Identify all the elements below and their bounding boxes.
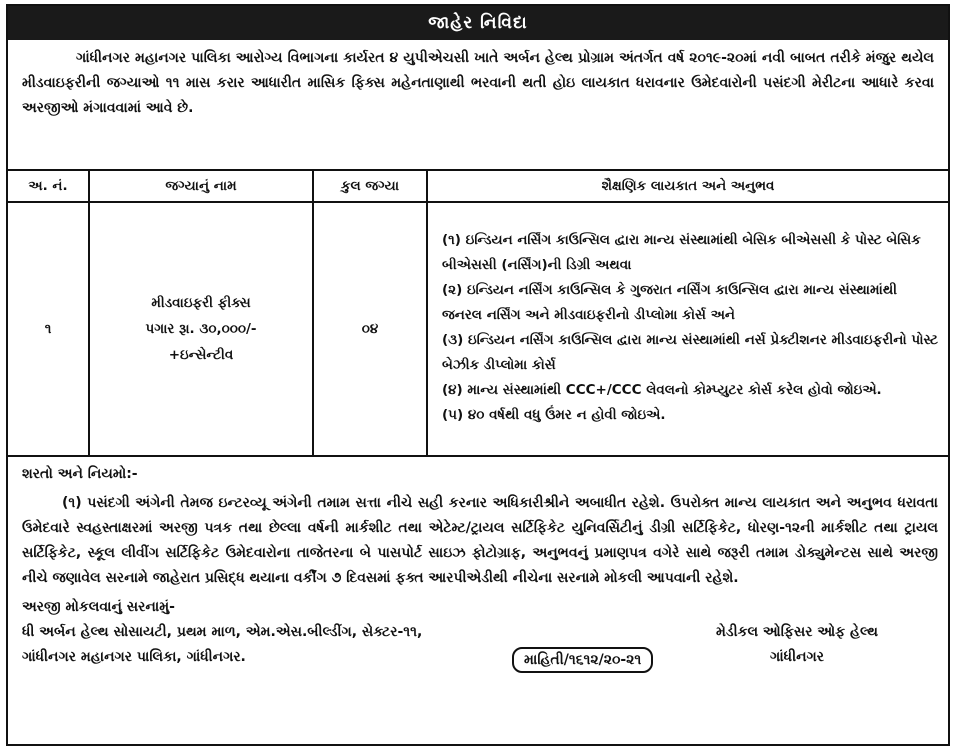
row-total-posts: ૦૪ [313,202,427,456]
header-qualification: શૈક્ષણિક લાયકાત અને અનુભવ [427,170,949,202]
post-salary-line: પગાર રૂા. ૩૦,૦૦૦/- [145,321,257,337]
qualification-item: (૨) ઇન્ડિયન નર્સિંગ કાઉન્સિલ કે ગુજરાત નર્સિંગ કાઉન્સિલ દ્વારા માન્ય સંસ્થામાંથી જનરલ નર્સિંગ અને મીડવાઇફરીનો ડીપ્લોમા કોર્સ અને [442,282,898,323]
notice-frame [6,4,950,746]
terms-section [22,462,938,670]
terms-body: (૧) પસંદગી અંગેની તેમજ ઇન્ટરવ્યૂ અંગેની તમામ સત્તા નીચે સહી કરનાર અધિકારીશ્રીને અબાધીત રહેશે. ઉપરોક્ત માન્ય લાયકાત અને અનુભવ ધરાવતા ઉમેદવારે સ્વહસ્તાક્ષરમાં અરજી પત્રક તથા છેલ્લા વર્ષની માર્કશીટ તથા એટેમ્ટ/ટ્રાયલ સર્ટિફિકેટ યુનિવર્સિટીનું ડીગ્રી સર્ટિફિકેટ, ધોરણ-૧૨ની માર્કશીટ તથા ટ્રાયલ સર્ટિફિકેટ, સ્કૂલ લીવીંગ સર્ટિફિકેટ ઉમેદવારોના તાજેતરના બે પાસપોર્ટ સાઇઝ ફોટોગ્રાફ, અનુભવનું પ્રમાણપત્ર વગેરે સાથે જરૂરી તમામ ડોક્યુમેન્ટસ સાથે અરજી નીચે જણાવેલ સરનામે જાહેરાત પ્રસિદ્ધ થયાના વર્કીંગ ૭ દિવસમાં ફક્ત આરપીએડીથી નીચેના સરનામે મોકલી આપવાની રહેશે. [22,495,938,586]
row-qualification [427,202,949,456]
address-heading: અરજી મોકલવાનું સરનામું- [22,599,175,615]
table-header-row [7,170,949,202]
address-row-1 [22,620,938,645]
header-post-name: જગ્યાનું નામ [89,170,313,202]
address-line-2: ગાંધીનગર મહાનગર પાલિકા, ગાંધીનગર. [22,649,246,665]
qualification-item: (૧) ઇન્ડિયન નર્સિંગ કાઉન્સિલ દ્વારા માન્ય સંસ્થામાંથી બેસિક બીએસસી કે પોસ્ટ બેસિક બીએસસી (નર્સિંગ)ની ડિગ્રી અથવા [442,232,921,273]
qualification-item: (૫) ૪૦ વર્ષથી વધુ ઉંમર ન હોવી જોઇએ. [442,407,666,423]
post-name-line: મીડવાઇફરી ફીક્સ [151,295,251,311]
intro-paragraph: ગાંધીનગર મહાનગર પાલિકા આરોગ્ય વિભાગના કાર્યરત ૪ યુપીએચસી ખાતે અર્બન હેલ્થ પ્રોગ્રામ અંતર્ગત વર્ષ ૨૦૧૯-૨૦માં નવી બાબત તરીકે મંજુર થયેલ મીડવાઇફરીની જગ્યાઓ ૧૧ માસ કરાર આધારીત માસિક ફિક્સ મહેનતાણાથી ભરવાની થતી હોઇ લાયકાત ધરાવનાર ઉમેદવારોની પસંદગી મેરીટના આધારે કરવા અરજીઓ મંગાવવામાં આવે છે. [22,50,934,116]
address-row-2 [22,645,938,670]
address-line-1: ધી અર્બન હેલ્થ સોસાયટી, પ્રથમ માળ, એમ.એસ.બીલ્ડીંગ, સેક્ટર-૧૧, [22,624,423,640]
row-sr-no: ૧ [7,202,89,456]
posts-table [6,169,950,457]
signatory-location: ગાંધીનગર [770,649,824,665]
post-incentive-line: +ઇન્સેન્ટીવ [168,347,234,363]
header-sr-no: અ. નં. [7,170,89,202]
table-row [7,202,949,456]
qualification-item: (૩) ઇન્ડિયન નર્સિંગ કાઉન્સિલ દ્વારા માન્ય સંસ્થામાંથી નર્સ પ્રેક્ટીશનર મીડવાઇફરીનો પોસ્ટ બેઝીક ડીપ્લોમા કોર્સ [442,332,939,373]
qualification-item: (૪) માન્ય સંસ્થામાંથી CCC+/CCC લેવલનો કોમ્પ્યુટર કોર્સ કરેલ હોવો જોઇએ. [442,382,882,398]
notice-title: જાહેર નિવિદા [8,6,948,40]
signatory-title: મેડીકલ ઓફિસર ઓફ હેલ્થ [716,624,878,640]
header-total-posts: કુલ જગ્યા [313,170,427,202]
terms-heading: શરતો અને નિયમો:- [22,466,138,482]
reference-number-badge: માહિતી/૧૬૧૨/૨૦-૨૧ [512,647,653,673]
row-post-name [89,202,313,456]
